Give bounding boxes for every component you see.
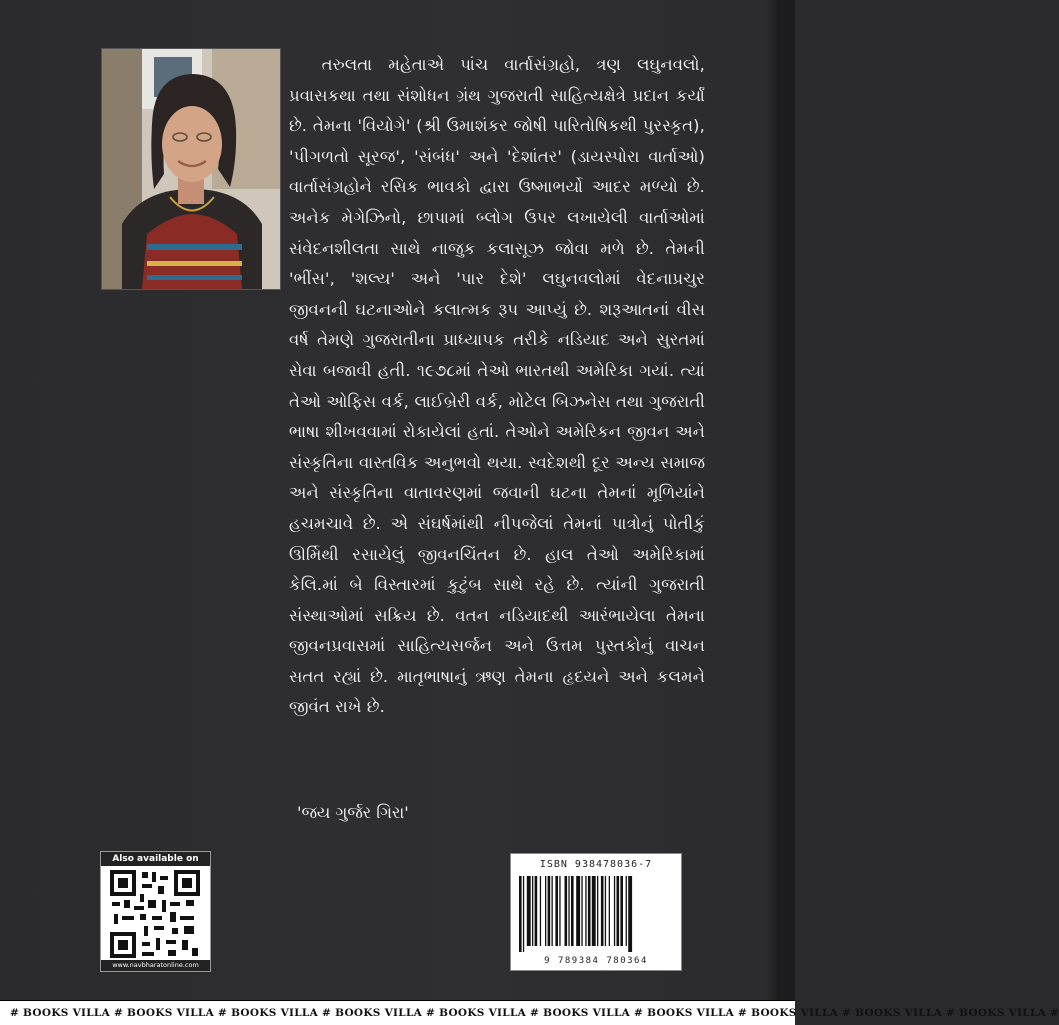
watermark-strip bbox=[0, 1000, 1059, 1025]
qr-url[interactable]: www.navbharatonline.com bbox=[101, 960, 210, 971]
author-photo bbox=[101, 48, 281, 290]
qr-heading: Also available on bbox=[101, 852, 210, 866]
barcode-digits: 9 789384 780364 bbox=[544, 956, 648, 966]
author-biography bbox=[289, 50, 705, 723]
isbn-barcode bbox=[510, 853, 682, 971]
spine-shadow bbox=[767, 0, 795, 1000]
qr-code-panel[interactable] bbox=[100, 851, 211, 972]
isbn-label: ISBN 938478036-7 bbox=[539, 859, 653, 870]
closing-salutation: 'જય ગુર્જર ગિરા' bbox=[297, 803, 409, 822]
qr-code-icon bbox=[110, 870, 200, 958]
barcode-bars-icon bbox=[519, 876, 673, 952]
watermark-text: # BOOKS VILLA # BOOKS VILLA # BOOKS VILLA # BOOKS VILLA # BOOKS VILLA # BOOKS VILLA # BOOKS VILLA # BOOKS VILLA # BOOKS VILLA # BOOKS VILLA # bbox=[10, 1007, 1059, 1019]
biography-paragraph: તરુલતા મહેતાએ પાંચ વાર્તાસંગ્રહો, ત્રણ લઘુનવલો, પ્રવાસકથા તથા સંશોધન ગ્રંથ ગુજરાતી સાહિત્યક્ષેત્રે પ્રદાન કર્યાં છે. તેમના 'વિયોગે' (શ્રી ઉમાશંકર જોષી પારિતોષિકથી પુરસ્કૃત), 'પીગળતો સૂરજ', 'સંબંધ' અને 'દેશાંતર' (ડાયસ્પોરા વાર્તાઓ) વાર્તાસંગ્રહોને રસિક ભાવકો દ્વારા ઉષ્માભર્યો આદર મળ્યો છે. અનેક મેગેઝિનો, છાપામાં બ્લોગ ઉપર લખાયેલી વાર્તાઓમાં સંવેદનશીલતા સાથે નાજુક કલાસૂઝ જોવા મળે છે. તેમની 'ભીંસ', 'શલ્ય' અને 'પાર દેશે' લઘુનવલોમાં વેદનાપ્રચુર જીવનની ઘટનાઓને કલાત્મક રૂપ આપ્યું છે. શરૂઆતનાં વીસ વર્ષ તેમણે ગુજરાતીના પ્રાધ્યાપક તરીકે નડિયાદ અને સુરતમાં સેવા બજાવી હતી. ૧૯૭૮માં તેઓ ભારતથી અમેરિકા ગયાં. ત્યાં તેઓ ઓફિસ વર્ક, લાઈબ્રેરી વર્ક, મોટેલ બિઝનેસ તથા ગુજરાતી ભાષા શીખવવામાં રોકાયેલાં હતાં. તેઓને અમેરિકન જીવન અને સંસ્કૃતિના વાસ્તવિક અનુભવો થયા. સ્વદેશથી દૂર અન્ય સમાજ અને સંસ્કૃતિના વાતાવરણમાં જવાની ઘટના તેમનાં મૂળિયાંને હચમચાવે છે. એ સંઘર્ષમાંથી નીપજેલાં તેમનાં પાત્રોનું પોતીકું ઊર્મિથી રસાયેલું જીવનચિંતન છે. હાલ તેઓ અમેરિકામાં કેલિ.માં બે વિસ્તારમાં કુટુંબ સાથે રહે છે. ત્યાંની ગુજરાતી સંસ્થાઓમાં સક્રિય છે. વતન નડિયાદથી આરંભાયેલા તેમના જીવનપ્રવાસમાં સાહિત્યસર્જન અને ઉત્તમ પુસ્તકોનું વાચન સતત રહ્યાં છે. માતૃભાષાનું ઋણ તેમના હૃદયને અને કલમને જીવંત રાખે છે. bbox=[289, 55, 705, 717]
